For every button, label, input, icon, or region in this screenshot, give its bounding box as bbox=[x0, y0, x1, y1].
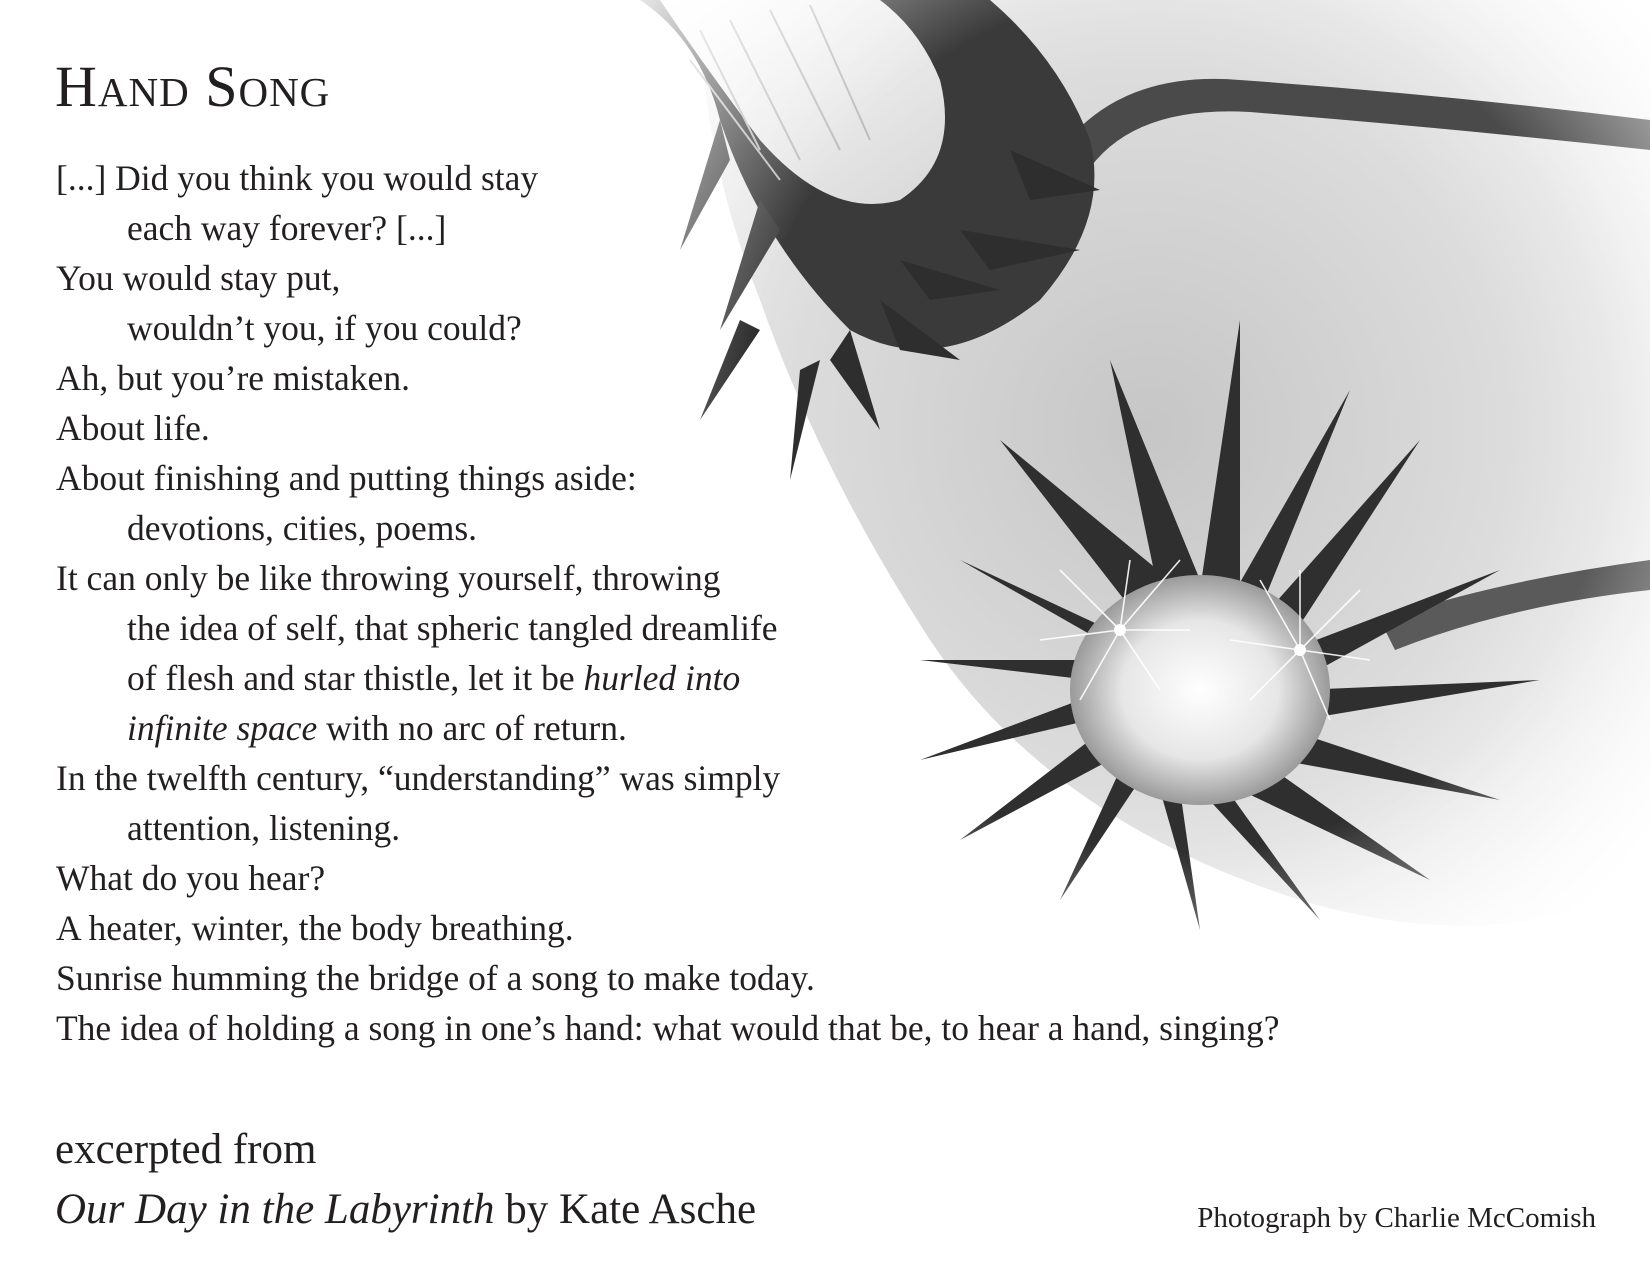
poem-line bbox=[56, 553, 1280, 603]
excerpt-note: excerpted from bbox=[55, 1126, 317, 1173]
poem-body bbox=[56, 153, 1280, 1053]
poem-title: Hand Song bbox=[55, 54, 331, 119]
poem-line-text: What do you hear? bbox=[56, 858, 326, 898]
poem-line bbox=[56, 703, 1280, 753]
poem-line-text: About finishing and putting things aside: bbox=[56, 458, 637, 498]
poem-line-italic: hurled into bbox=[583, 658, 741, 698]
poem-line-text: About life. bbox=[56, 408, 210, 448]
poem-line-text: A heater, winter, the body breathing. bbox=[56, 908, 574, 948]
photo-credit: Photograph by Charlie McComish bbox=[1197, 1202, 1596, 1234]
poem-line-text: of flesh and star thistle, let it be bbox=[127, 658, 584, 698]
poem-line bbox=[56, 203, 1280, 253]
poem-line bbox=[56, 953, 1280, 1003]
poem-line bbox=[56, 403, 1280, 453]
poem-line-text: the idea of self, that spheric tangled dreamlife bbox=[127, 608, 778, 648]
poem-line bbox=[56, 353, 1280, 403]
poem-line-text: Ah, but you’re mistaken. bbox=[56, 358, 410, 398]
poem-line bbox=[56, 853, 1280, 903]
poem-line-italic: infinite space bbox=[127, 708, 318, 748]
poem-line bbox=[56, 503, 1280, 553]
poem-line-text: with no arc of return. bbox=[317, 708, 627, 748]
poem-line bbox=[56, 453, 1280, 503]
poem-line bbox=[56, 803, 1280, 853]
poem-line bbox=[56, 253, 1280, 303]
book-attribution bbox=[55, 1188, 756, 1231]
poem-line-text: In the twelfth century, “understanding” was simply bbox=[56, 758, 781, 798]
poem-line bbox=[56, 653, 1280, 703]
author-byline: by Kate Asche bbox=[494, 1186, 757, 1233]
book-title: Our Day in the Labyrinth bbox=[55, 1186, 495, 1233]
poem-line bbox=[56, 603, 1280, 653]
poem-line-text: devotions, cities, poems. bbox=[127, 508, 478, 548]
poem-line-text: It can only be like throwing yourself, throwing bbox=[56, 558, 721, 598]
poem-line bbox=[56, 303, 1280, 353]
poem-line bbox=[56, 903, 1280, 953]
poem-line-text: You would stay put, bbox=[56, 258, 341, 298]
poem-line-text: [...] Did you think you would stay bbox=[56, 158, 539, 198]
poem-line-text: wouldn’t you, if you could? bbox=[127, 308, 522, 348]
poem-line-text: each way forever? [...] bbox=[127, 208, 447, 248]
poem-line-text: Sunrise humming the bridge of a song to make today. bbox=[56, 958, 815, 998]
poem-line bbox=[56, 1003, 1280, 1053]
poem-line-text: The idea of holding a song in one’s hand: what would that be, to hear a hand, singing? bbox=[56, 1008, 1280, 1048]
poem-line-text: attention, listening. bbox=[127, 808, 401, 848]
poem-line bbox=[56, 753, 1280, 803]
poem-line bbox=[56, 153, 1280, 203]
